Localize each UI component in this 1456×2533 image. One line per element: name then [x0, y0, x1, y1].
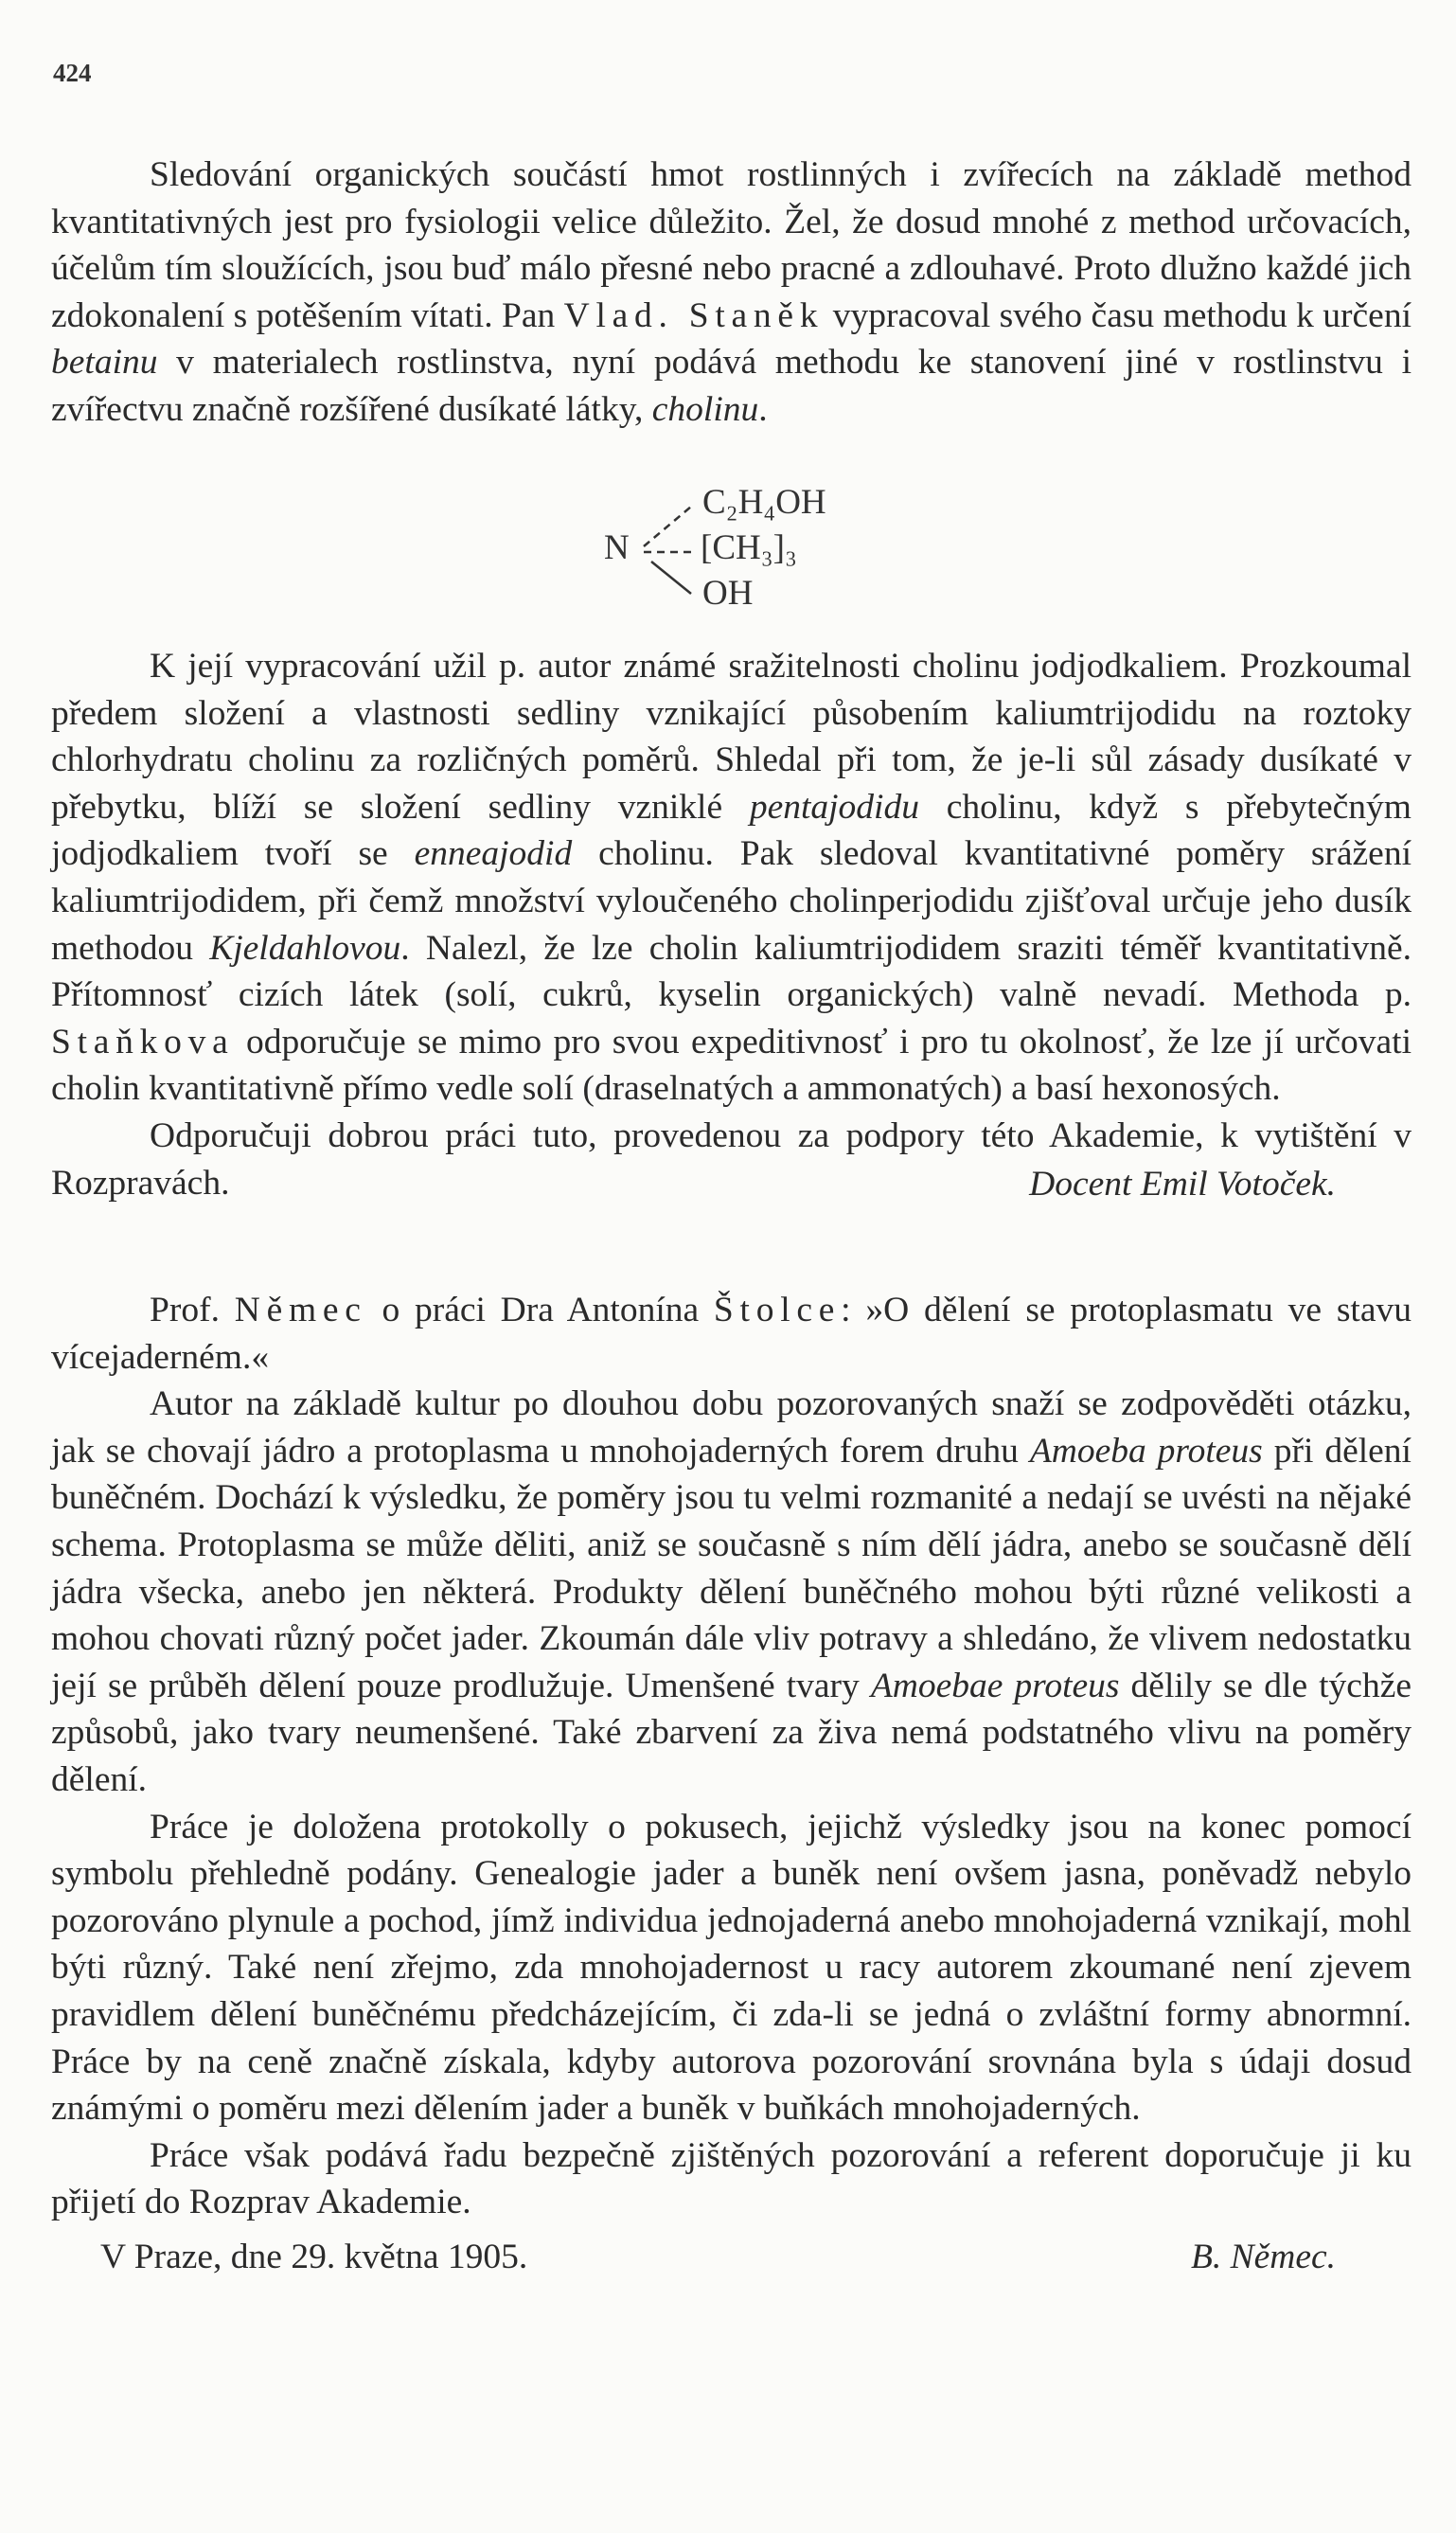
report-2-paragraph-2: Práce je doložena protokolly o pokusech, jejichž výsledky jsou na konec pomocí symbolu přehledně podány. Genealogie jader a buněk není ovšem jasna, poněvadž nebylo pozorováno plynule a pochod, jímž individua jednojaderná anebo mnohojaderná vznikají, mohl býti různý. Také není zřejmo, zda mnohojadernost u racy autorem zkoumané není zjevem pravidlem dělení buněčnému předcházejícím, či zda-li se jedná o zvláštní formy abnormní. Práce by na ceně značně získala, kdyby autorova pozorování srovnána byla s údaji dosud známými o poměru mezi dělením jader a buněk v buňkách mnohojaderných.	[51, 1807, 1412, 2129]
formula-nitrogen: N	[604, 528, 630, 567]
report-2-paragraph-3: Práce však podává řadu bezpečně zjištěných pozorování a referent doporučuje ji ku přijetí do Rozprav Akademie.	[51, 2135, 1412, 2222]
author-name-2: Staňkova	[51, 1022, 235, 1061]
report-2-signature-line	[51, 2234, 1412, 2281]
report-2-paragraph-1: Autor na základě kultur po dlouhou dobu pozorovaných snaží se zodpověděti otázku, jak se chovají jádro a protoplasma u mnohojaderných forem druhu Amoeba proteus při dělení buněčném. Dochází k výsledku, že poměry jsou tu velmi rozmanité a nedají se uvésti na nějaké schema. Protoplasma se může děliti, aniž se současně s ním dělí jádra, anebo se současně dělí jádra všecka, anebo jen některá. Produkty dělení buněčného mohou býti různé velikosti a mohou chovati různý počet jader. Zkoumán dále vliv potravy a shledáno, že vlivem nedostatku její se průběh dělení pouze prodlužuje. Umenšené tvary Amoebae proteus dělily se dle týchže způsobů, jako tvary neumenšené. Také zbarvení za živa nemá podstatného vlivu na poměry dělení.	[51, 1384, 1412, 1799]
report-1-signature: Docent Emil Votoček.	[1029, 1165, 1336, 1204]
term-pentajodidu: pentajodidu	[749, 787, 919, 827]
choline-formula	[596, 478, 899, 611]
formula-trimethyl: [CH₃]₃	[701, 528, 797, 567]
report-2-heading: Prof. Němec o práci Dra Antonína Štolce: »O dělení se protoplasmatu ve stavu vícejaderném.«	[51, 1291, 1412, 1377]
page-number: 424	[53, 59, 92, 87]
referee-name: Němec	[234, 1291, 367, 1329]
report-1-body	[51, 152, 1412, 434]
term-amoeba-proteus: Amoeba proteus	[1029, 1431, 1263, 1471]
author-name: Vlad. Staněk	[563, 295, 825, 335]
author-name-3: Štolce	[713, 1291, 842, 1329]
report-1-body-continued	[51, 643, 1412, 1206]
term-amoebae-proteus: Amoebae proteus	[870, 1666, 1120, 1705]
report-1-paragraph-1: Sledování organických součástí hmot rostlinných i zvířecích na základě method kvantitativných jest pro fysiologii velice důležito. Žel, že dosud mnohé z method určovacích, účelům tím sloužících, jsou buď málo přesné nebo pracné a zdlouhavé. Proto dlužno každé jich zdokonalení s potěšením vítati. Pan Vlad. Staněk vypracoval svého času methodu k určení betainu v materialech rostlinstva, nyní podává methodu ke stanovení jiné v rostlinstvu i zvířectvu značně rozšířené dusíkaté látky, cholinu.	[51, 155, 1412, 429]
report-2-date: V Praze, dne 29. května 1905.	[100, 2237, 528, 2276]
term-cholinu: cholinu	[651, 389, 759, 429]
term-enneajodid: enneajodid	[414, 834, 573, 874]
term-kjeldahlovou: Kjeldahlovou	[209, 928, 401, 968]
term-betainu: betainu	[51, 343, 158, 383]
report-1-paragraph-2: K její vypracování užil p. autor známé sražitelnosti cholinu jodjodkaliem. Prozkoumal předem složení a vlastnosti sedliny vznikající působením kaliumtrijodidu na roztoky chlorhydratu cholinu za rozličných poměrů. Shledal při tom, že je-li sůl zásady dusíkaté v přebytku, blíží se složení sedliny vzniklé pentajodidu cholinu, když s přebytečným jodjodkaliem tvoří se enneajodid cholinu. Pak sledoval kvantitativné poměry srážení kaliumtrijodidem, při čemž množství vyloučeného cholinperjodidu zjišťoval určuje jeho dusík methodou Kjeldahlovou. Nalezl, že lze cholin kaliumtrijodidem sraziti téměř kvantitativně. Přítomnosť cizích látek (solí, cukrů, kyselin organických) valně nevadí. Methoda p. Staňkova odporučuje se mimo pro svou expeditivnosť i pro tu okolnosť, že lze jí určovati cholin kvantitativně přímo vedle solí (draselnatých a ammonatých) a basí hexonosých.	[51, 647, 1412, 1109]
report-2-signature: B. Němec.	[1190, 2237, 1336, 2276]
report-2-body	[51, 1287, 1412, 2280]
formula-hydroxyl: OH	[702, 574, 754, 613]
formula-hydroxyethyl: C₂H₄OH	[702, 483, 826, 522]
report-1-paragraph-3: Odporučuji dobrou práci tuto, provedenou za podpory této Akademie, k vytištění v Rozpravách.	[51, 1115, 1412, 1203]
